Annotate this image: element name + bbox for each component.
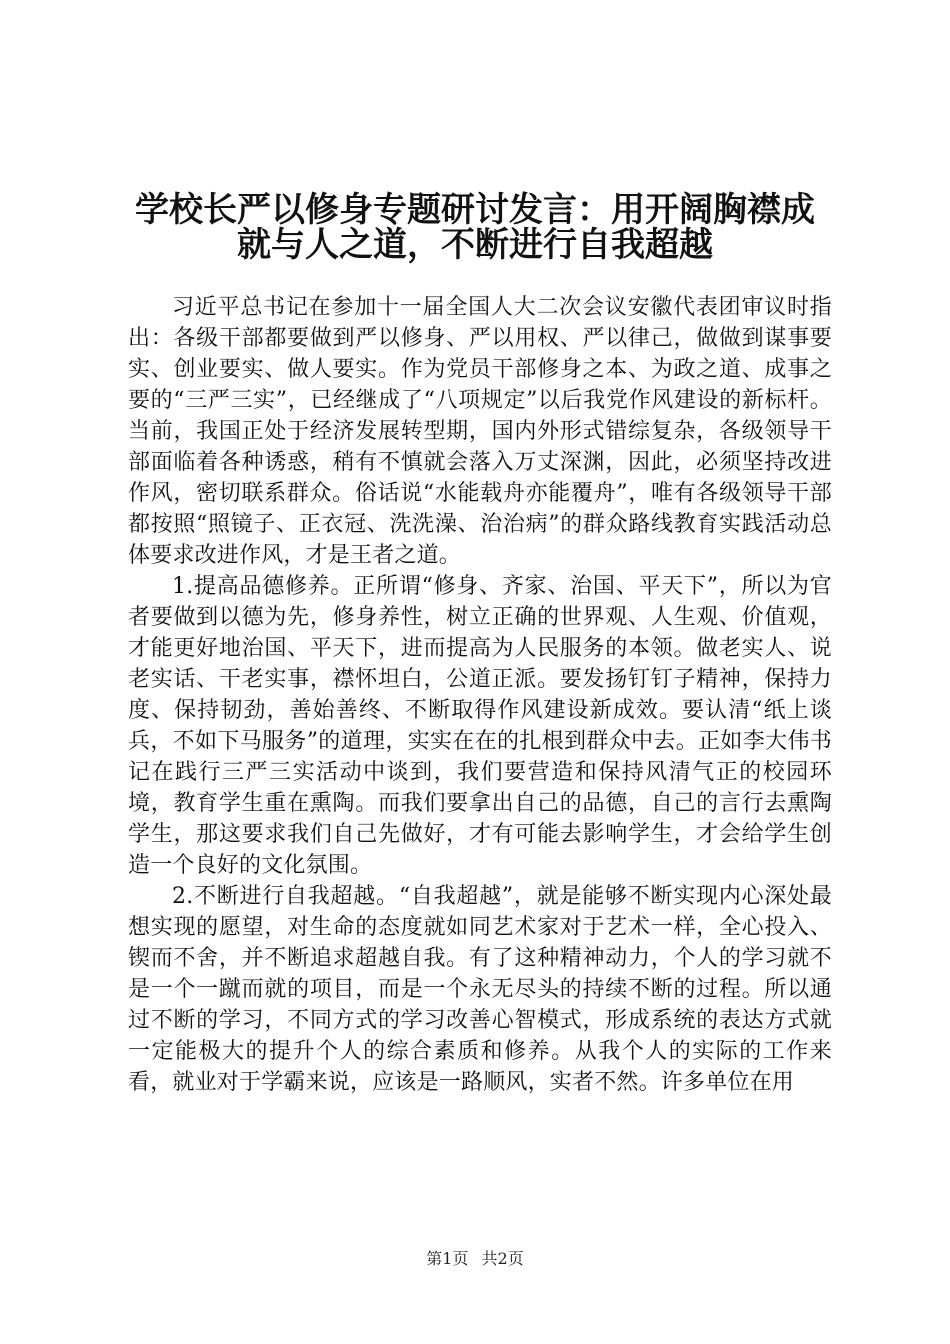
document-title-line-2: 就与人之道，不断进行自我超越: [237, 225, 713, 265]
paragraph-intro: 习近平总书记在参加十一届全国人大二次会议安徽代表团审议时指出：各级干部都要做到严以修身、严以用权、严以律己，做做到谋事要实、创业要实、做人要实。作为党员干部修身之本、为政之道、成事之要的“三严三实”，已经继成了“八项规定”以后我党作风建设的新标杆。当前，我国正处于经济发展转型期，国内外形式错综复杂，各级领导干部面临着各种诱惑，稍有不慎就会落入万丈深渊，因此，必须坚持改进作风，密切联系群众。俗话说“水能载舟亦能覆舟”，唯有各级领导干部都按照“照镜子、正衣冠、洗洗澡、治治病”的群众路线教育实践活动总体要求改进作风，才是王者之道。: [128, 295, 832, 568]
page-total: 共2页: [481, 1249, 524, 1268]
page-number: 第1页: [426, 1249, 469, 1268]
document-title-line-1: 学校长严以修身专题研讨发言：用开阔胸襟成: [135, 190, 815, 230]
paragraph-item-1: 1.提高品德修养。正所谓“修身、齐家、治国、平天下”，所以为官者要做到以德为先，修身养性，树立正确的世界观、人生观、价值观，才能更好地治国、平天下，进而提高为人民服务的本领。做老实人、说老实话、干老实事，襟怀坦白，公道正派。要发扬钉钉子精神，保持力度、保持韧劲，善始善终、不断取得作风建设新成效。要认清“纸上谈兵，不如下马服务”的道理，实实在在的扎根到群众中去。正如李大伟书记在践行三严三实活动中谈到，我们要营造和保持风清气正的校园环境，教育学生重在熏陶。而我们要拿出自己的品德，自己的言行去熏陶学生，那这要求我们自己先做好，才有可能去影响学生，才会给学生创造一个良好的文化氛围。: [128, 574, 832, 878]
paragraph-item-2: 2.不断进行自我超越。“自我超越”，就是能够不断实现内心深处最想实现的愿望，对生命的态度就如同艺术家对于艺术一样，全心投入、锲而不舍，并不断追求超越自我。有了这种精神动力，个人的学习就不是一个一蹴而就的项目，而是一个永无尽头的持续不断的过程。所以通过不断的学习，不同方式的学习改善心智模式，形成系统的表达方式就一定能极大的提升个人的综合素质和修养。从我个人的实际的工作来看，就业对于学霸来说，应该是一路顺风，实者不然。许多单位在用: [128, 884, 832, 1095]
page-footer: [0, 1249, 950, 1269]
document-body: [128, 292, 832, 1098]
